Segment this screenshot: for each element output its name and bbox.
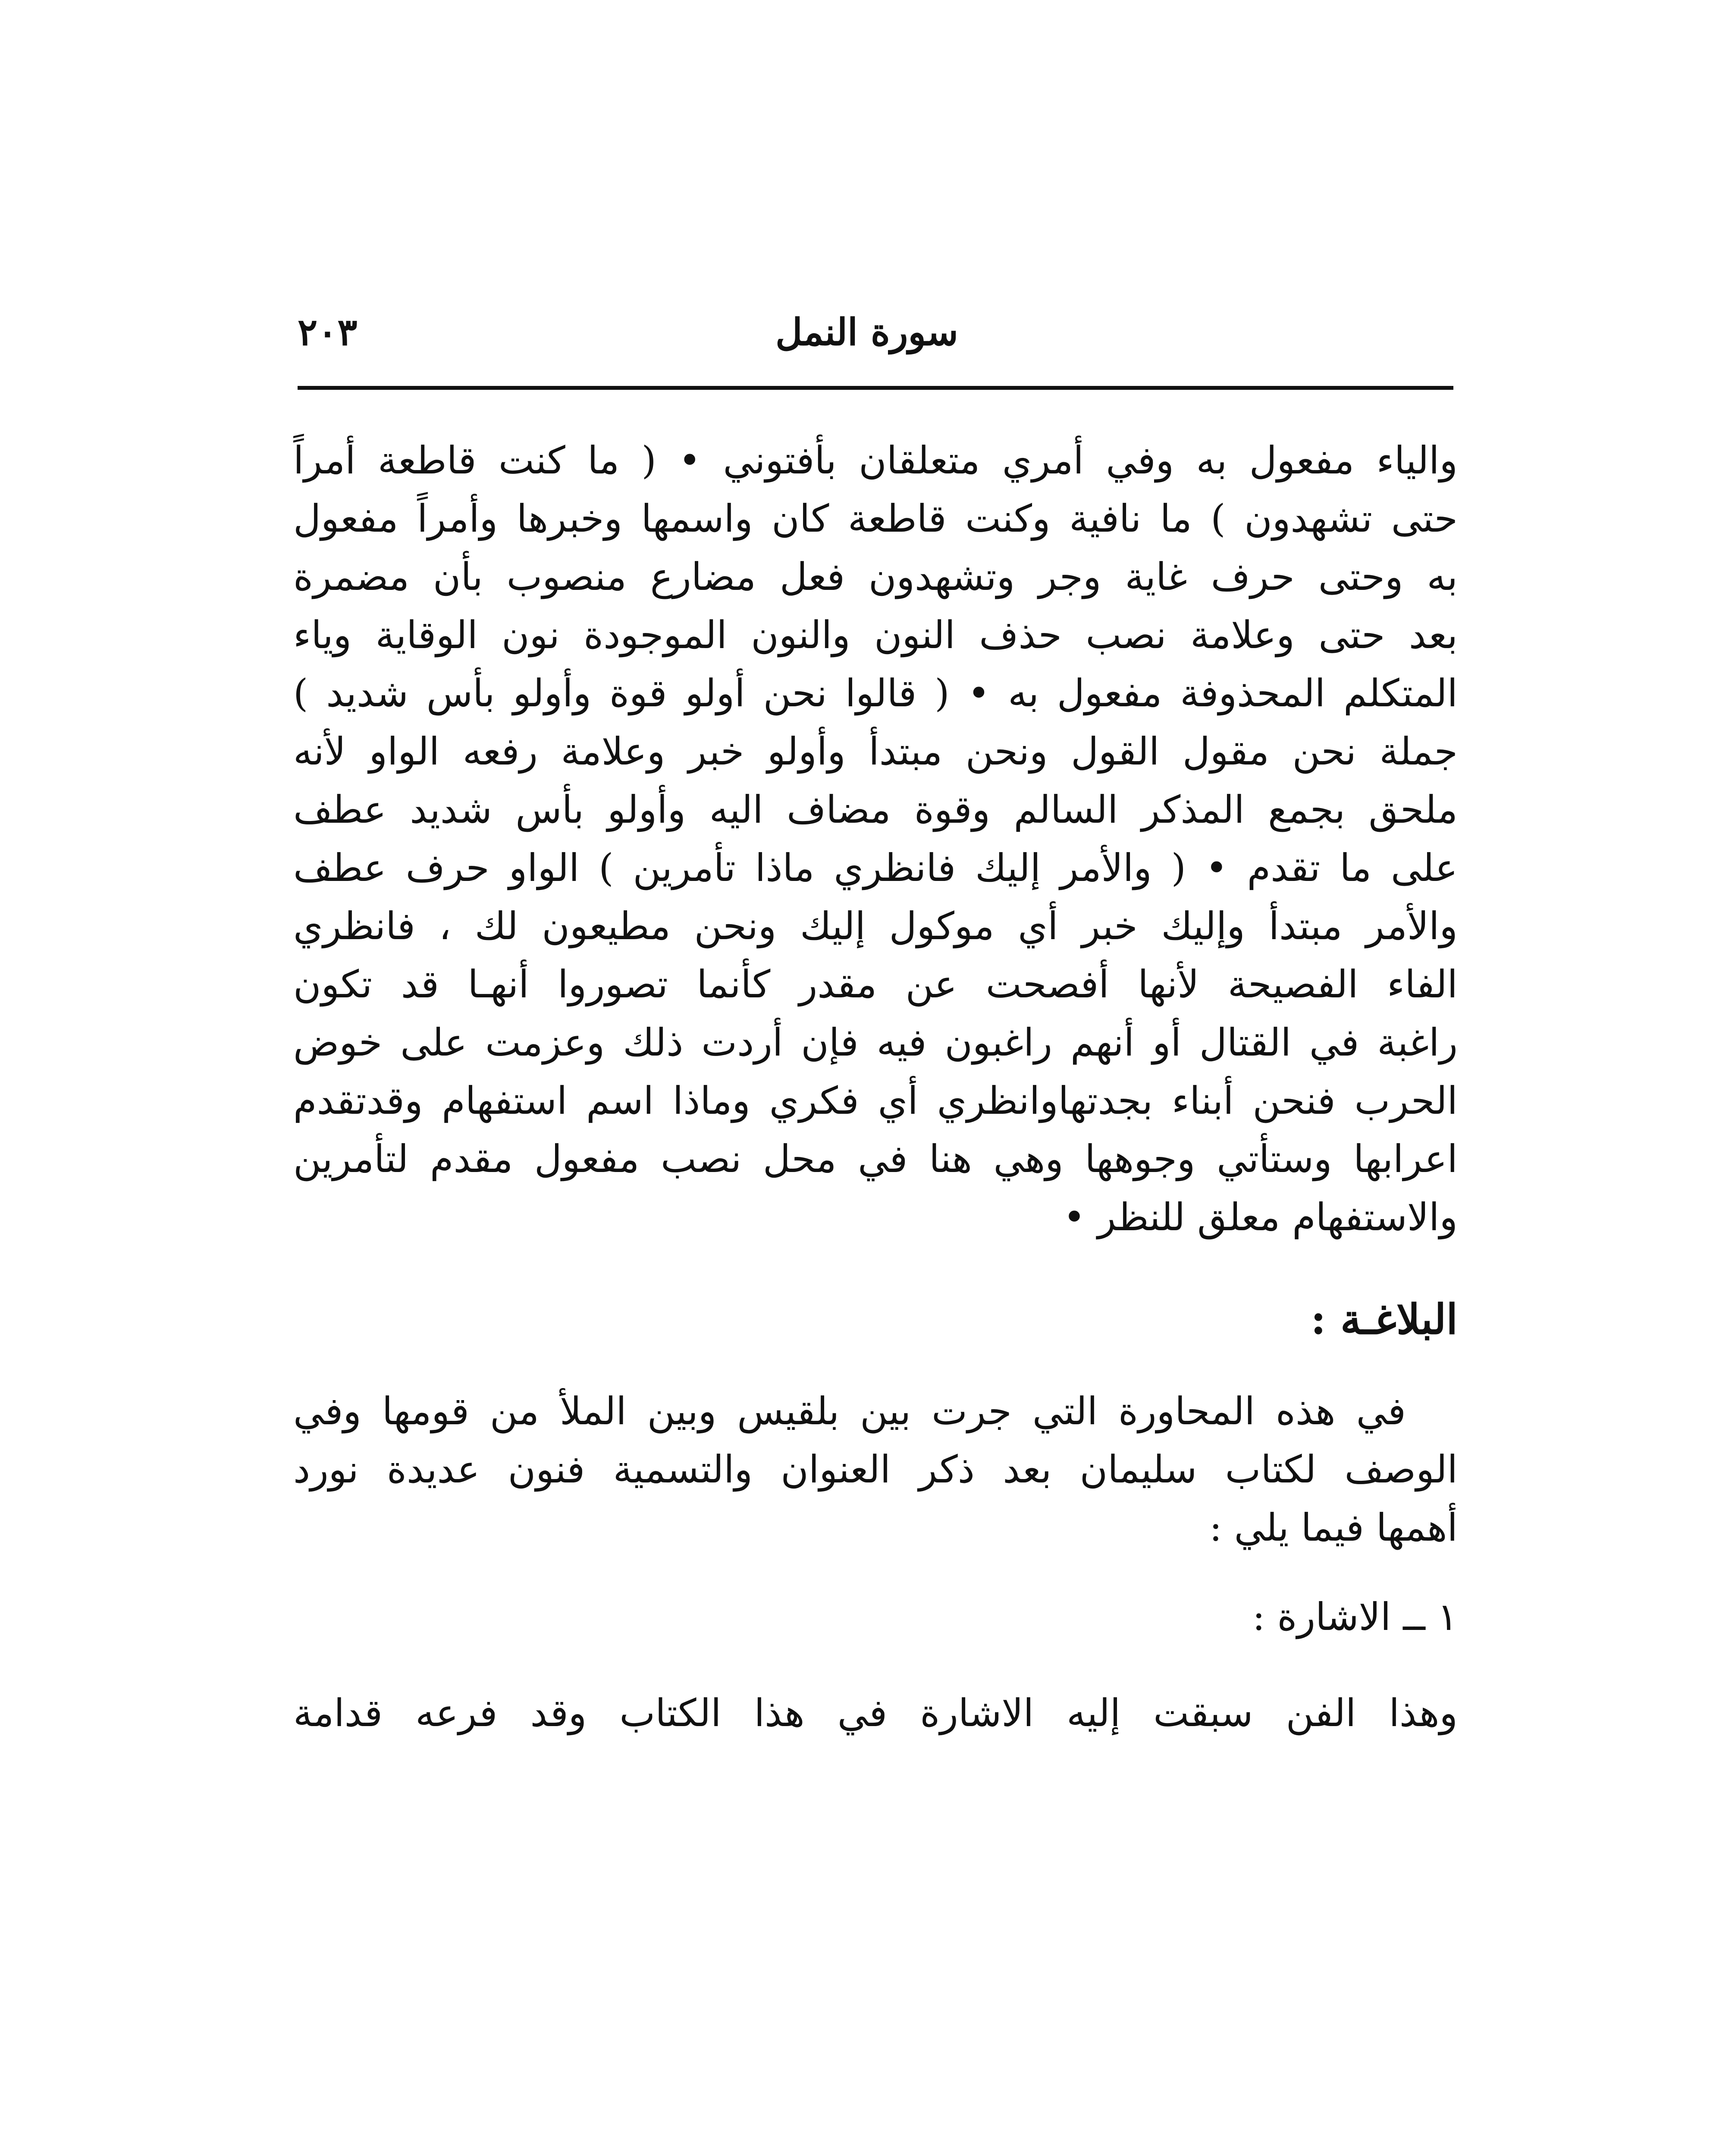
text-line: به وحتى حرف غاية وجر وتشهدون فعل مضارع منصوب بأن مضمرة bbox=[293, 555, 1458, 599]
text-line: الوصف لكتاب سليمان بعد ذكر العنوان والتسمية فنون عديدة نورد bbox=[293, 1447, 1458, 1492]
text-line: أهمها فيما يلي : bbox=[1209, 1505, 1458, 1550]
text-line: اعرابها وستأتي وجوهها وهي هنا في محل نصب مفعول مقدم لتأمرين bbox=[293, 1137, 1458, 1181]
text-line: والأمر مبتدأ وإليك خبر أي موكول إليك ونحن مطيعون لك ، فانظري bbox=[293, 904, 1458, 948]
closing-paragraph bbox=[293, 1684, 1458, 1742]
subsection-heading: ١ ــ الاشارة : bbox=[1252, 1595, 1458, 1639]
page-number: ٢٠٣ bbox=[298, 310, 358, 354]
section-heading: البلاغـة : bbox=[1311, 1295, 1458, 1344]
text-line: جملة نحن مقول القول ونحن مبتدأ وأولو خبر وعلامة رفعه الواو لأنه bbox=[293, 729, 1458, 774]
text-line: وهذا الفن سبقت إليه الاشارة في هذا الكتاب وقد فرعه قدامة bbox=[293, 1691, 1458, 1735]
text-line: راغبة في القتال أو أنهم راغبون فيه فإن أردت ذلك وعزمت على خوض bbox=[293, 1020, 1458, 1065]
running-title: سورة النمل bbox=[775, 310, 958, 354]
text-line: على ما تقدم • ( والأمر إليك فانظري ماذا تأمرين ) الواو حرف عطف bbox=[293, 846, 1458, 890]
text-line: الفاء الفصيحة لأنها أفصحت عن مقدر كأنما تصوروا أنهـا قد تكون bbox=[293, 962, 1458, 1006]
header-divider bbox=[298, 386, 1453, 390]
page-body bbox=[293, 431, 1458, 1742]
text-line: ملحق بجمع المذكر السالم وقوة مضاف اليه وأولو بأس شديد عطف bbox=[293, 787, 1458, 832]
grammar-paragraph bbox=[293, 431, 1458, 1246]
text-line: والياء مفعول به وفي أمري متعلقان بأفتوني • ( ما كنت قاطعة أمراً bbox=[293, 438, 1458, 483]
page-header bbox=[298, 302, 1453, 371]
text-line: والاستفهام معلق للنظر • bbox=[1063, 1195, 1458, 1239]
rhetoric-paragraph bbox=[293, 1382, 1458, 1557]
text-line: المتكلم المحذوفة مفعول به • ( قالوا نحن أولو قوة وأولو بأس شديد ) bbox=[293, 671, 1458, 715]
text-line: في هذه المحاورة التي جرت بين بلقيس وبين الملأ من قومها وفي bbox=[293, 1389, 1406, 1433]
text-line: حتى تشهدون ) ما نافية وكنت قاطعة كان واسمها وخبرها وأمراً مفعول bbox=[293, 496, 1458, 541]
text-line: الحرب فنحن أبناء بجدتهاوانظري أي فكري وماذا اسم استفهام وقدتقدم bbox=[293, 1078, 1458, 1123]
text-line: بعد حتى وعلامة نصب حذف النون والنون الموجودة نون الوقاية وياء bbox=[293, 613, 1458, 657]
